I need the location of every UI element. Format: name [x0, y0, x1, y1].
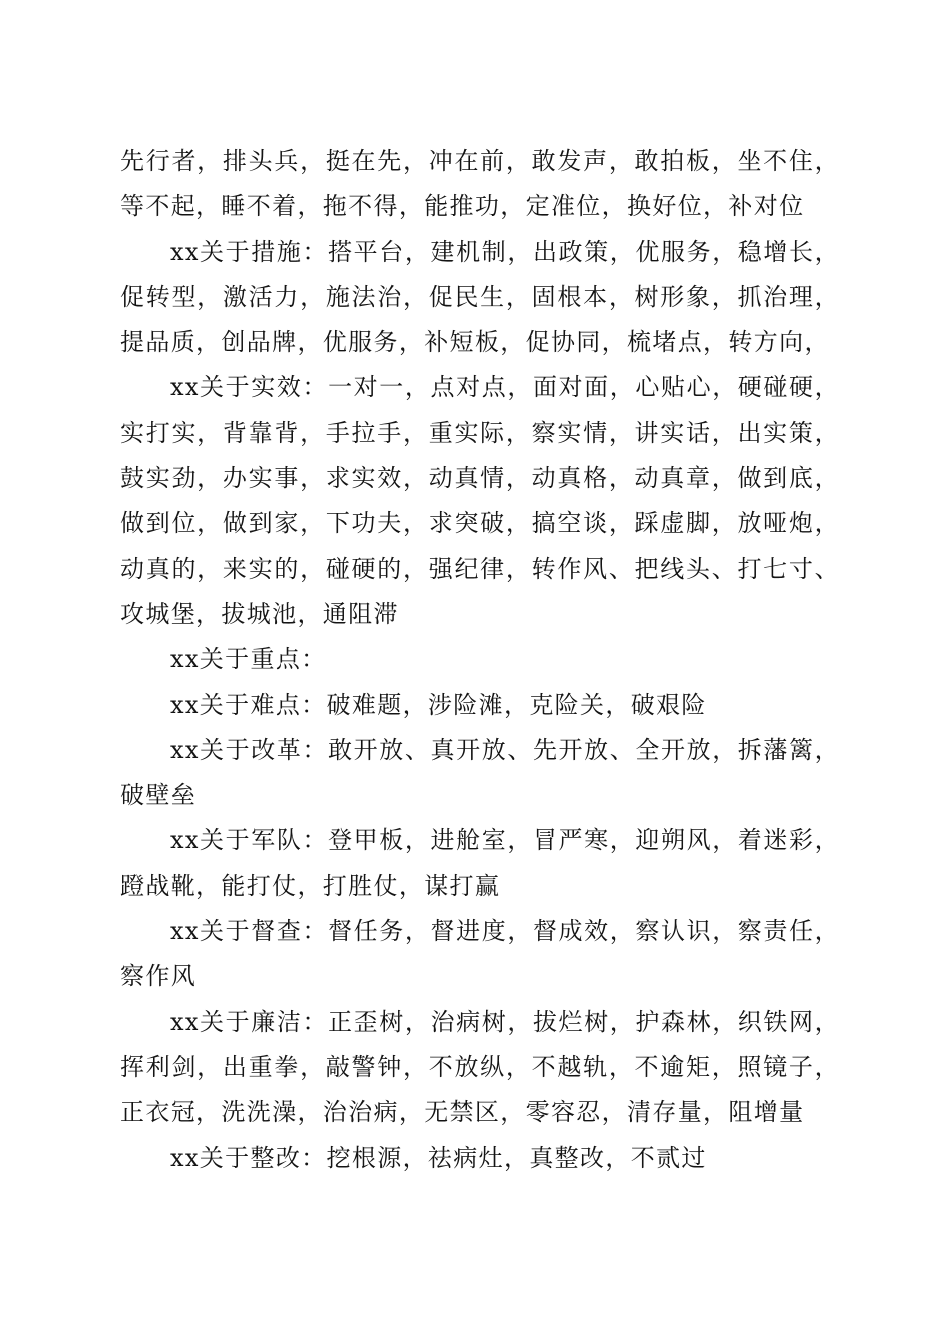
paragraph-effectiveness: xx关于实效：一对一，点对点，面对面，心贴心，硬碰硬，实打实，背靠背，手拉手，重实际，察实情，讲实话，出实策，鼓实劲，办实事，求实效，动真情，动真格，动真章，做到底，做到位，做到家，下功夫，求突破，搞空谈，踩虚脚，放哑炮，动真的，来实的，碰硬的，强纪律，转作风、把线头、打七寸、攻城堡，拔城池，通阻滞	[120, 373, 840, 628]
paragraph-supervision: xx关于督查：督任务，督进度，督成效，察认识，察责任，察作风	[120, 917, 840, 991]
paragraph-military: xx关于军队：登甲板，进舱室，冒严寒，迎朔风，着迷彩，蹬战靴，能打仗，打胜仗，谋打赢	[120, 826, 840, 900]
paragraph-measures: xx关于措施：搭平台，建机制，出政策，优服务，稳增长，促转型，激活力，施法治，促民生，固根本，树形象，抓治理，提品质，创品牌，优服务，补短板，促协同，梳堵点，转方向，	[120, 237, 840, 357]
document-page	[120, 139, 840, 1181]
paragraph-reform: xx关于改革：敢开放、真开放、先开放、全开放，拆藩篱，破壁垒	[120, 735, 840, 810]
paragraph-leaders: 先行者，排头兵，挺在先，冲在前，敢发声，敢拍板，坐不住，等不起，睡不着，拖不得，能推功，定准位，换好位，补对位	[120, 147, 840, 221]
paragraph-rectification: xx关于整改：挖根源，祛病灶，真整改，不贰过	[170, 1143, 707, 1172]
paragraph-key-points: xx关于重点：	[170, 645, 327, 674]
paragraph-difficulties: xx关于难点：破难题，涉险滩，克险关，破艰险	[170, 690, 707, 719]
paragraph-integrity: xx关于廉洁：正歪树，治病树，拔烂树，护森林，织铁网，挥利剑，出重拳，敲警钟，不放纵，不越轨，不逾矩，照镜子，正衣冠，洗洗澡，治治病，无禁区，零容忍，清存量，阻增量	[120, 1007, 840, 1127]
